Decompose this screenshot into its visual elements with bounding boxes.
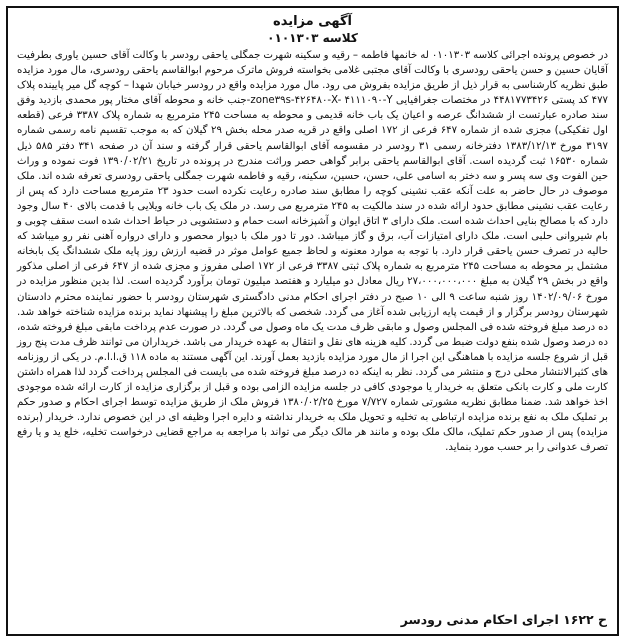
auction-notice: [6, 6, 619, 636]
notice-title: آگهی مزایده: [273, 14, 352, 29]
notice-signature: ح ۱۶۲۲ اجرای احکام مدنی رودسر: [400, 612, 607, 627]
case-number: کلاسه ۰۱۰۱۳۰۳: [267, 31, 358, 45]
notice-body: در خصوص پرونده اجرائی کلاسه ۰۱۰۱۳۰۳ له خانمها فاطمه – رقیه و سکینه شهرت جمگلی یاحقی رودسر با وکالت آقای حسین یاوری بطرفیت آقایان حسین و حسن یاحقی رودسری با وکالت آقای مجتبی غلامی بخواسته فروش ماترک مرحوم ابوالقاسم یاحقی رودسری، مال مورد مزایده طبق نظریه کارشناسی به قرار ذیل از طریق مزایده بفروش می رود. مال مورد مزایده واقع در رودسر خیابان شهدا – کوچه گل میر پایینده پلاک ۴۷۷ کد پستی ۴۴۸۱۷۷۳۴۲۶ در مختصات جغرافیایی zone۳۹s-۴۲۶۴۸۰-X- ۴۱۱۱۰۹۰-Y-جنب خانه و محوطه آقای مختار پور محمدی بازدید وفق سند صادره عبارتست از ششدانگ عرصه و اعیان یک باب خانه قدیمی و محوطه به مساحت ۲۴۵ مترمربع به شماره پلاک ۳۳۸۷ فرعی (قطعه اول تفکیکی) مجزی شده از شماره ۶۴۷ فرعی از ۱۷۲ اصلی واقع در قریه صدر محله بخش ۲۹ گیلان که به موجب تقسیم نامه رسمی شماره ۳۱۹۷ مورخ ۱۳۸۳/۱۲/۱۳ دفترخانه رسمی ۳۱ رودسر در مقسومه آقای ابوالقاسم یاحقی قرار گرفته و سند آن در صفحه ۳۴۱ دفتر ۵۸۵ ذیل شماره ۱۶۵۳۰ ثبت گردیده است. آقای ابوالقاسم یاحقی برابر گواهی حصر وراثت مندرج در پرونده در تاریخ ۱۳۹۰/۰۲/۲۱ فوت نموده و وراث حین الفوت وی سه پسر و سه دختر به اسامی علی، حسن، حسین، سکینه، رقیه و فاطمه شهرت جمگلی یاحقی رودسری تعرفه شده اند. ملک موصوف در حال حاضر به علت آنکه عقب نشینی کوچه را مطابق سند صادره رعایت نکرده است حدود ۲۳ مترمربع مساحت دارد که پس از رعایت عقب نشینی مطابق حدود ارائه شده در سند مالکیت به ۲۴۵ مترمربع می رسد. در ملک یک باب خانه ویلایی با قدمت بالای ۴۰ سال وجود دارد که با مصالح بنایی احداث شده است. ملک دارای ۳ اتاق ایوان و آشپزخانه است حمام و دستشویی در حیاط احداث شده است سقف چوبی و بام شیروانی حلبی است. ملک دارای امتیازات آب، برق و گاز میباشد. دور تا دور ملک با دیوار محصور و دارای درواره آهنی نفر رو میباشد که حالیه در تصرف حسن یاحقی قرار دارد. با توجه به موارد معنونه و لحاظ جمیع عوامل موثر در قضیه ارزش روز پایه ملک ششدانگ یک بابخانه مشتمل بر محوطه به مساحت ۲۴۵ مترمربع به شماره پلاک ثبتی ۳۳۸۷ فرعی از ۱۷۲ اصلی مفروز و مجزی شده از ۶۴۷ فرعی از اصلی مذکور واقع در بخش ۲۹ گیلان به مبلغ ۲۷،۰۰۰،۰۰۰،۰۰۰ ریال معادل دو میلیارد و هفتصد میلیون تومان برآورد گردیده است. لذا بدین منظور مزایده در مورخ ۱۴۰۲/۰۹/۰۶ روز شنبه ساعت ۹ الی ۱۰ صبح در دفتر اجرای احکام مدنی دادگستری شهرستان رودسر با حضور نماینده محترم دادستان شهرستان رودسر برگزار و از قیمت پایه ارزیابی شده آغاز می گردد. شخصی که بالاترین مبلغ را پیشنهاد نماید برنده مزایده شناخته خواهد شد. ده درصد مبلغ فروخته شده فی المجلس وصول و مابقی ظرف مدت یک ماه وصول می گردد. در صورت عدم پرداخت مابقی مبلغ فروخته شده، ده درصد وصول شده بنفع دولت ضبط می گردد. کلیه هزینه های نقل و انتقال به عهده خریدار می باشد. خریداران می توانند ظرف مدت پنج روز قبل از شروع جلسه مزایده با هماهنگی این اجرا از مال مورد مزایده بازدید بعمل آورند. این آگهی مستند به ماده ۱۱۸ ق.ا.ا.م. در یکی از روزنامه های کثیرالانتشار محلی درج و منتشر می گردد. نظر به اینکه ده درصد مبلغ فروخته شده می بایست فی المجلس پرداخت گردد لذا همراه داشتن کارت ملی و کارت بانکی متعلق به خریدار یا موجودی کافی در جلسه مزایده الزامی بوده و قبل از برگزاری مزایده از کارت ارائه شده موجودی اخذ خواهد شد. ضمنا مطابق نظریه مشورتی شماره ۷/۷۲۷ مورخ ۱۳۸۰/۰۲/۲۵ فروش ملک از طریق مزایده توسط اجرای احکام و صدور حکم بر تملیک ملک به نفع برنده مزایده ارتباطی به تخلیه و تحویل ملک به خریدار نداشته و دایره اجرا وظیفه ای در این خصوص ندارد. خریدار (برنده مزایده) پس از صدور حکم تملیک، مالک ملک بوده و مانند هر مالک دیگر می تواند با مراجعه به مراجع قضایی درخواست تخلیه، خلع ید و یا رفع تصرف عدوانی را بر حسب مورد بنماید.: [17, 50, 609, 454]
